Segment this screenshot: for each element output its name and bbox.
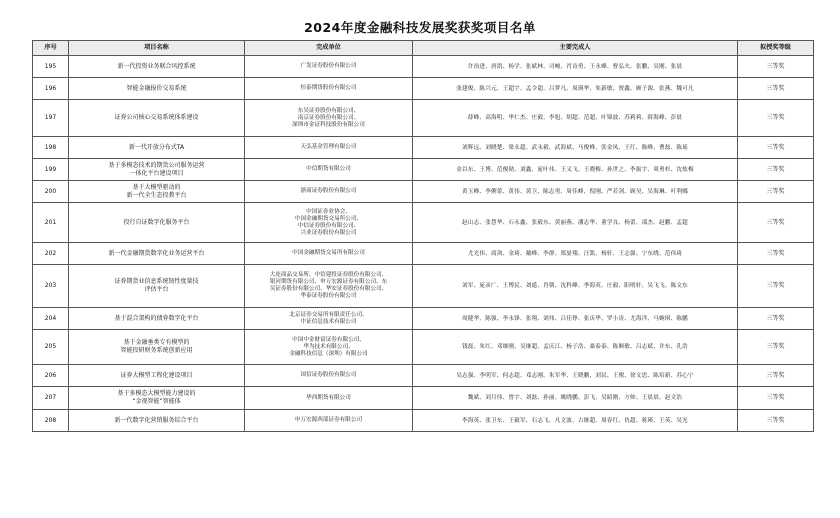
- cell-no: 201: [33, 203, 69, 243]
- cell-people: 刘辉远、刘晓楚、梁永超、武永毅、武海斌、马俊峰、张金凤、王红、陈峰、曹磊、陈瑶: [413, 137, 738, 159]
- cell-people: 周健华、陈强、李永锋、张翔、刘伟、吕佳铮、张庆华、罗小涛、尤海洋、马婉琪、陈鹏: [413, 308, 738, 330]
- cell-organization: 浙商证券股份有限公司: [245, 181, 413, 203]
- cell-no: 202: [33, 243, 69, 265]
- table-row: [33, 243, 814, 265]
- cell-award-level: 三等奖: [738, 181, 814, 203]
- cell-no: 195: [33, 56, 69, 78]
- cell-project-name: 基于多模态技术的期货公司服务运营 一体化平台建设项目: [69, 159, 245, 181]
- cell-project-name: 新一代数字化营销服务综合平台: [69, 410, 245, 432]
- table-row: [33, 308, 814, 330]
- cell-no: 203: [33, 265, 69, 308]
- cell-people: 魏斌、刘月伟、曾宇、刘磊、孙丽、姚晓鹏、彭飞、吴昭刚、方帅、王晨晨、赵文浩: [413, 387, 738, 410]
- cell-no: 205: [33, 330, 69, 365]
- table-header-row: [33, 41, 814, 56]
- cell-project-name: 基于多模态大模型能力建设的 “金视智能”智能体: [69, 387, 245, 410]
- cell-project-name: 基于金融垂类专有模型的 智能投研财务系统创新应用: [69, 330, 245, 365]
- cell-organization: 华西期货有限公司: [245, 387, 413, 410]
- cell-organization: 申万宏源西部证券有限公司: [245, 410, 413, 432]
- cell-project-name: 新一代开放分布式TA: [69, 137, 245, 159]
- table-row: [33, 410, 814, 432]
- cell-no: 200: [33, 181, 69, 203]
- cell-people: 尤光伟、商剑、金琦、戴峰、李群、郑晏翔、汪凯、杨轩、王志强、宁东晓、范伟琦: [413, 243, 738, 265]
- header-project-name: 项目名称: [69, 41, 245, 56]
- award-table: [32, 40, 814, 432]
- cell-project-name: 新一代金融期货数字化业务运营平台: [69, 243, 245, 265]
- cell-organization: 国信证券股份有限公司: [245, 365, 413, 387]
- cell-no: 208: [33, 410, 69, 432]
- table-row: [33, 137, 814, 159]
- cell-organization: 广发证券股份有限公司: [245, 56, 413, 78]
- cell-organization: 东吴证券股份有限公司、 南京证券股份有限公司、 深圳市金证科技股份有限公司: [245, 100, 413, 137]
- cell-project-name: 证券期货业信息系统韧性度量技 评估平台: [69, 265, 245, 308]
- cell-people: 许治进、唐凯、杨学、张斌林、司峻、肖诗勇、王永峰、曹弘夫、张鹏、吴刚、张晨: [413, 56, 738, 78]
- cell-people: 张建俊、陈兴元、王超宇、孟令超、吕梦凡、周瑛华、朱新敏、贾鑫、顾子源、张燕、魏可凡: [413, 78, 738, 100]
- table-row: [33, 100, 814, 137]
- cell-people: 赵山志、张慧华、石永鑫、张毅东、黄丽燕、潘志华、董学良、杨蕾、邵杰、赵鹏、孟超: [413, 203, 738, 243]
- cell-no: 206: [33, 365, 69, 387]
- page-title: 2024年度金融科技发展奖获奖项目名单: [304, 20, 536, 35]
- cell-people: 黄玉峰、李俐蕾、黄伟、黄卫、陈志勇、周佳峰、倪刚、严若剑、顾昊、吴海琳、叶利娜: [413, 181, 738, 203]
- table-row: [33, 387, 814, 410]
- cell-award-level: 三等奖: [738, 137, 814, 159]
- cell-award-level: 三等奖: [738, 365, 814, 387]
- cell-project-name: 证券大模型工程化建设项目: [69, 365, 245, 387]
- cell-people: 李海英、张卫东、王毅军、石志飞、凡文波、古继超、周春红、仇超、蒋瑛、王英、吴光: [413, 410, 738, 432]
- cell-award-level: 三等奖: [738, 78, 814, 100]
- cell-project-name: 证券公司核心交易系统体系建设: [69, 100, 245, 137]
- table-row: [33, 159, 814, 181]
- cell-award-level: 三等奖: [738, 243, 814, 265]
- cell-project-name: 新一代投资业务联合风控系统: [69, 56, 245, 78]
- cell-organization: 中信期货有限公司: [245, 159, 413, 181]
- cell-award-level: 三等奖: [738, 159, 814, 181]
- header-no: 序号: [33, 41, 69, 56]
- cell-organization: 北京证券交易所有限责任公司、 中证信息技术有限公司: [245, 308, 413, 330]
- table-row: [33, 365, 814, 387]
- header-people: 主要完成人: [413, 41, 738, 56]
- table-row: [33, 56, 814, 78]
- cell-organization: 恒泰期货股份有限公司: [245, 78, 413, 100]
- cell-award-level: 三等奖: [738, 56, 814, 78]
- cell-award-level: 三等奖: [738, 100, 814, 137]
- table-row: [33, 330, 814, 365]
- header-organization: 完成单位: [245, 41, 413, 56]
- cell-people: 刘军、庞彦广、王博民、刘遥、肖朝、沈科峰、季海英、庄毅、阳明轩、吴飞飞、陈文东: [413, 265, 738, 308]
- cell-project-name: 基于大模型驱动的 新一代全生态投教平台: [69, 181, 245, 203]
- cell-people: 薛峰、高海明、华仁杰、庄毅、李旭、胡超、范超、叶锦波、苏莉莉、薛海峰、彭晨: [413, 100, 738, 137]
- table-row: [33, 78, 814, 100]
- cell-no: 196: [33, 78, 69, 100]
- cell-award-level: 三等奖: [738, 410, 814, 432]
- cell-organization: 中国证券业协会、 中国金融期货交易所公司、 中信证券股份有限公司、 兴业证券股份有限公司: [245, 203, 413, 243]
- table-row: [33, 181, 814, 203]
- cell-organization: 天弘基金管理有限公司: [245, 137, 413, 159]
- cell-people: 吴志强、李明军、何志超、邓志刚、朱军华、王晓鹏、刘民、王俊、徐文思、陈培新、苏心宁: [413, 365, 738, 387]
- cell-people: 钱磊、朱红、邓继刚、吴继超、孟庆江、杨子浩、桑泰泰、陈顺敏、吕志斌、井东、孔浩: [413, 330, 738, 365]
- cell-organization: 中国中金财富证券有限公司、 华为技术有限公司、 金融科技信息（深圳）有限公司: [245, 330, 413, 365]
- cell-no: 204: [33, 308, 69, 330]
- cell-project-name: 智能金融报价交易系统: [69, 78, 245, 100]
- cell-award-level: 三等奖: [738, 308, 814, 330]
- cell-organization: 中国金融期货交易所有限公司: [245, 243, 413, 265]
- cell-organization: 大连商品交易所、中信建投证券股份有限公司、 银河期货有限公司、申万宏源证券有限公司、东 吴证券股份有限公司、华安证券股份有限公司、 华泰证券股份有限公司: [245, 265, 413, 308]
- cell-no: 199: [33, 159, 69, 181]
- table-row: [33, 265, 814, 308]
- header-award-level: 拟授奖等级: [738, 41, 814, 56]
- cell-people: 金以东、王博、范俊勋、刘鑫、庞叶伟、王义飞、王晓梅、孙世之、李振宇、周勇杉、沈炫梅: [413, 159, 738, 181]
- table-row: [33, 203, 814, 243]
- cell-award-level: 三等奖: [738, 330, 814, 365]
- cell-award-level: 三等奖: [738, 387, 814, 410]
- cell-award-level: 三等奖: [738, 265, 814, 308]
- cell-project-name: 投行自证数字化服务平台: [69, 203, 245, 243]
- cell-project-name: 基于混合架构的债券数字化平台: [69, 308, 245, 330]
- cell-award-level: 三等奖: [738, 203, 814, 243]
- cell-no: 197: [33, 100, 69, 137]
- cell-no: 207: [33, 387, 69, 410]
- cell-no: 198: [33, 137, 69, 159]
